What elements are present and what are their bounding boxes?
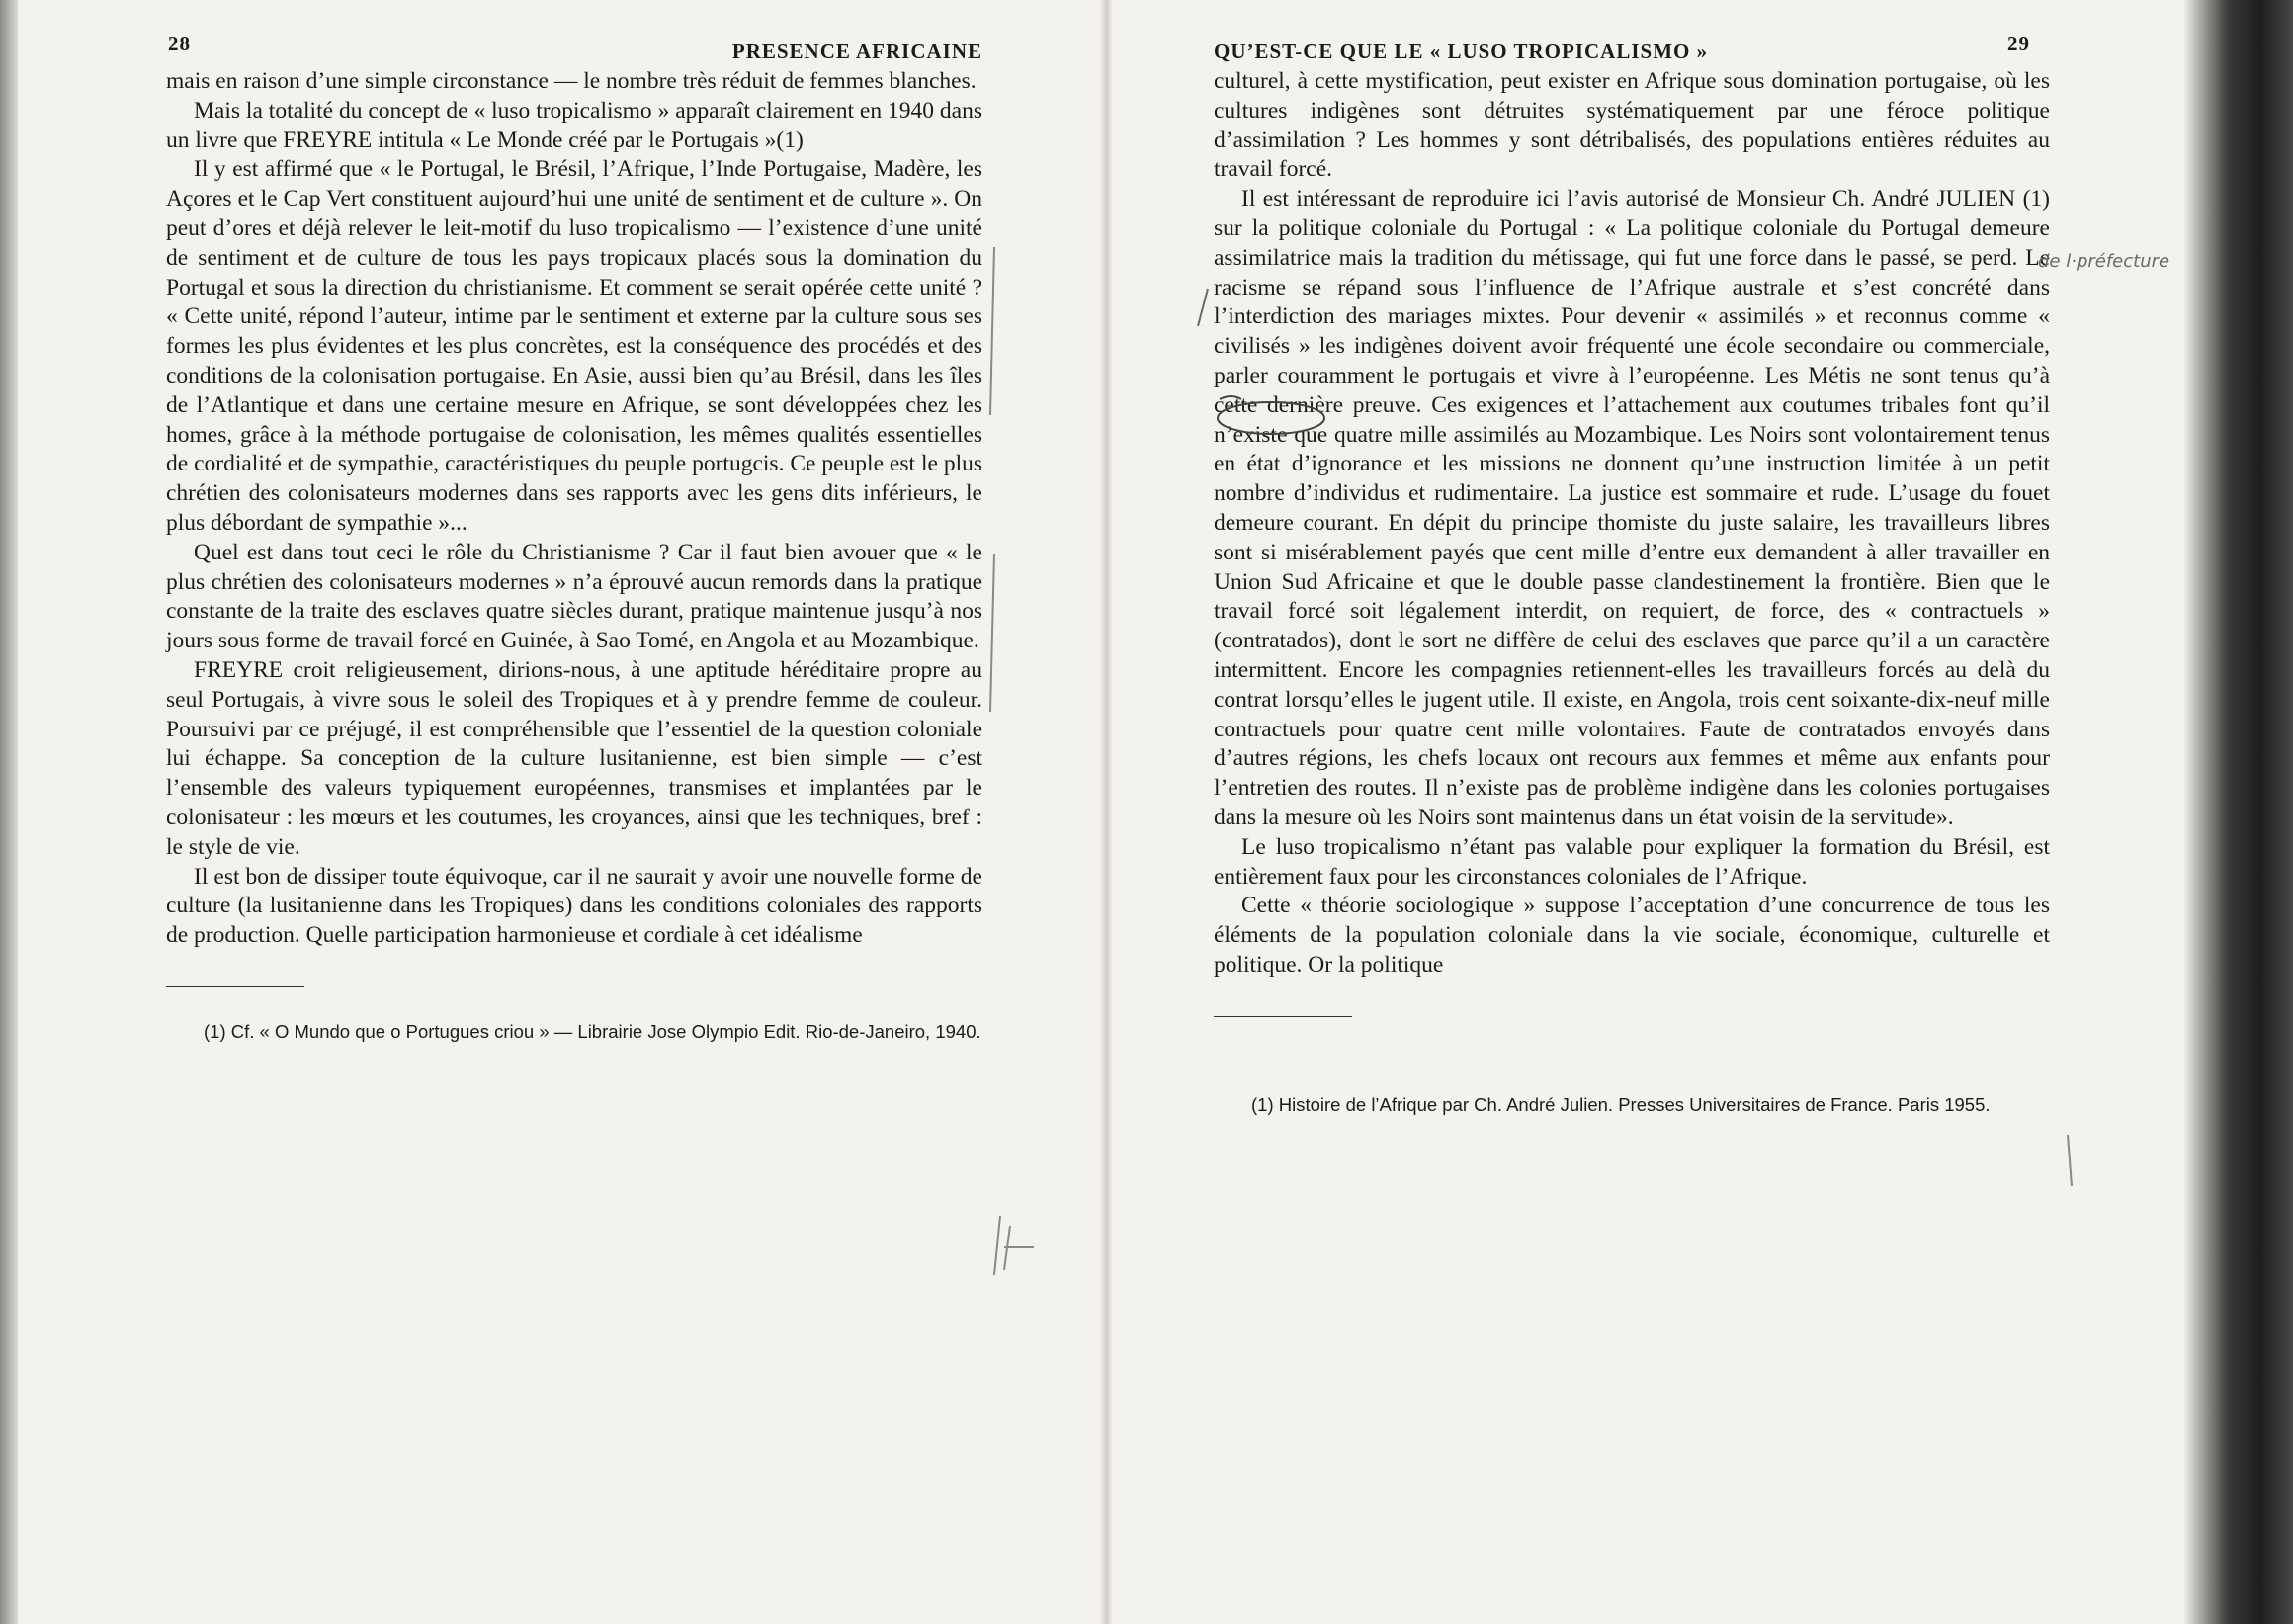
margin-scribble: de l·préfecture [2038,251,2170,272]
left-footnote: (1) Cf. « O Mundo que o Portugues criou » — Librairie Jose Olympio Edit. Rio-de-Janeiro, 1940. [204,1020,981,1042]
right-running-header [1214,32,2050,67]
left-paragraph-5: FREYRE croit religieusement, dirions-nous, à une aptitude héréditaire propre au seul Portugais, à vivre sous le soleil des Tropiques et à y prendre femme de couleur. Poursuivi par ce préjugé, il est compréhensible que l’essentiel de la question coloniale lui échappe. Sa conception de la culture lusitanienne, est bien simple — c’est l’ensemble des valeurs typiquement européennes, transmises et implantées par le colonisateur : les mœurs et les coutumes, les croyances, ainsi que les techniques, bref : le style de vie. [166,656,982,860]
left-running-header [166,32,982,67]
right-paragraph-3: Le luso tropicalismo n’étant pas valable pour expliquer la formation du Brésil, est entièrement faux pour les circonstances coloniales de l’Afrique. [1214,833,2050,890]
right-page [1214,32,2050,1116]
right-page-body [1214,67,2050,981]
right-paragraph-1: culturel, à cette mystification, peut exister en Afrique sous domination portugaise, où les cultures indigènes sont détruites systématiquement par une féroce politique d’assimilation ? Les hommes y sont détribalisés, des populations entières réduites au travail forcé. [1214,68,2050,183]
left-footnote-rule [166,986,304,987]
book-gutter [1099,0,1113,1624]
right-footnote-rule [1214,1016,1352,1017]
left-running-title: PRESENCE AFRICAINE [731,40,982,63]
margin-mark-right-slash [1198,289,1208,326]
right-footnote: (1) Histoire de l’Afrique par Ch. André Julien. Presses Universitaires de France. Paris 1955. [1251,1093,1991,1115]
margin-mark-lt [994,1216,1034,1275]
left-page-body [166,67,982,951]
right-paragraph-4: Cette « théorie sociologique » suppose l’acceptation d’une concurrence de tous les éléments de la population coloniale dans la vie sociale, économique, culturelle et politique. Or la politique [1214,893,2050,978]
scan-edge-left [0,0,18,1624]
right-running-title: QU’EST-CE QUE LE « LUSO TROPICALISMO » [1214,40,1709,63]
right-paragraph-2: Il est intéressant de reproduire ici l’avis autorisé de Monsieur Ch. André JULIEN (1) sur la politique coloniale du Portugal : « La politique coloniale du Portugal demeure assimilatrice mais la tradition du métissage, qui fut une force dans le passé, se perd. Le racisme se répand sous l’influence de l’Afrique australe et s’est concrété dans l’interdiction des mariages mixtes. Pour devenir « assimilés » et reconnus comme « civilisés » les indigènes doivent avoir fréquenté une école secondaire ou commerciale, parler couramment le portugais et vivre à l’européenne. Les Métis ne sont tenus qu’à cette dernière preuve. Ces exigences et l’attachement aux coutumes tribales font qu’il n’existe que quatre mille assimilés au Mozambique. Les Noirs sont volontairement tenus en état d’ignorance et les missions ne donnent qu’une instruction limitée à un petit nombre d’individus et rudimentaire. La justice est sommaire et rude. L’usage du fouet demeure courant. En dépit du principe thomiste du juste salaire, les travailleurs libres sont si misérablement payés que cent mille d’entre eux demandent à aller travailler en Union Sud Africaine et que le double passe clandestinement la frontière. Bien que le travail forcé soit légalement interdit, on requiert, de force, des « contractuels » (contratados), dont le sort ne diffère de celui des esclaves que parce qu’il a un caractère intermittent. Encore les compagnies retiennent-elles les travailleurs forcés au delà du contrat lorsqu’elles le jugent utile. Il existe, en Angola, trois cent soixante-dix-neuf mille contractuels pour quatre cent mille volontaires. Faute de contratados envoyés dans d’autres régions, les chefs locaux ont recours aux femmes et même aux enfants pour l’entretien des routes. Il n’existe pas de problème indigène dans les colonies portugaises dans la mesure où les Noirs sont maintenus dans un état voisin de la servitude». [1214,186,2050,830]
left-paragraph-4: Quel est dans tout ceci le rôle du Christianisme ? Car il faut bien avouer que « le plus chrétien des colonisateurs modernes » n’a éprouvé aucun remords dans la pratique constante de la traite des esclaves quatre siècles durant, pratique maintenue jusqu’à nos jours sous forme de travail forcé en Guinée, à Sao Tomé, en Angola et au Mozambique. [166,539,982,654]
scan-edge-right [2184,0,2293,1624]
left-paragraph-6: Il est bon de dissiper toute équivoque, car il ne saurait y avoir une nouvelle forme de culture (la lusitanienne dans les Tropiques) dans les conditions coloniales des rapports de production. Quelle participation harmonieuse et cordiale à cet idéalisme [166,863,982,949]
margin-mark-left-bracket [990,247,994,415]
left-page-number: 28 [168,32,191,55]
left-paragraph-2: Mais la totalité du concept de « luso tropicalismo » apparaît clairement en 1940 dans un livre que FREYRE intitula « Le Monde créé par le Portugais »(1) [166,97,982,153]
right-page-number: 29 [2007,32,2030,55]
margin-mark-right-bracket [2068,1135,2072,1186]
left-paragraph-1: mais en raison d’une simple circonstance — le nombre très réduit de femmes blanches. [166,68,977,94]
margin-mark-left-bracket-2 [990,554,994,712]
left-page [166,32,982,1043]
left-paragraph-3: Il y est affirmé que « le Portugal, le Brésil, l’Afrique, l’Inde Portugaise, Madère, les Açores et le Cap Vert constituent aujourd’hui une unité de sentiment et de culture ». On peut d’ores et déjà relever le leit-motif du luso tropicalismo — l’existence d’une unité de sentiment et de culture de tous les pays tropicaux placés sous la domination du Portugal et sous la direction du christianisme. Et comment se serait opérée cette unité ? « Cette unité, répond l’auteur, intime par le sentiment et externe par la culture sous ses formes les plus évidentes et les plus concrètes, est la conséquence des procédés et des conditions de la colonisation portugaise. En Asie, aussi bien qu’au Brésil, dans les îles de l’Atlantique et dans une certaine mesure en Afrique, se sont développées chez les homes, grâce à la méthode portugaise de colonisation, les mêmes qualités essentielles de cordialité et de sympathie, caractéristiques du peuple portugcis. Ce peuple est le plus chrétien des colonisateurs modernes dans ses rapports avec les gens dits inférieurs, le plus débordant de sympathie »... [166,156,982,536]
